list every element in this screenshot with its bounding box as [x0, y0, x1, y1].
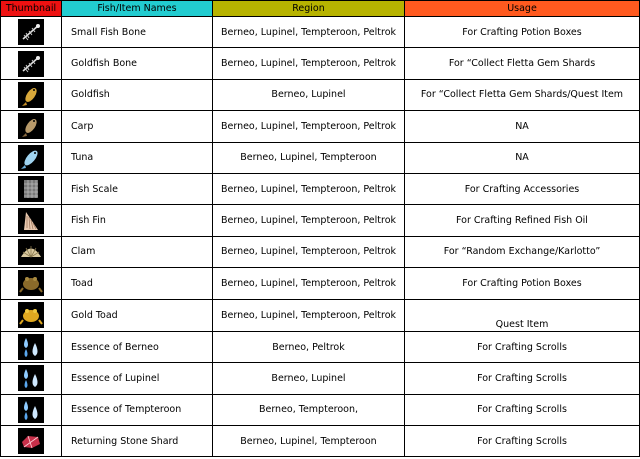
item-usage: For Crafting Scrolls	[405, 363, 640, 394]
item-region: Berneo, Lupinel	[213, 363, 405, 394]
item-region: Berneo, Lupinel, Tempteroon	[213, 426, 405, 457]
item-name: Essence of Tempteroon	[62, 394, 213, 425]
header-region: Region	[213, 1, 405, 17]
essence-icon	[18, 365, 44, 391]
item-usage: For Crafting Scrolls	[405, 331, 640, 362]
item-region: Berneo, Peltrok	[213, 331, 405, 362]
item-name: Toad	[62, 268, 213, 299]
item-usage: For Crafting Scrolls	[405, 426, 640, 457]
goldfish-icon	[18, 82, 44, 108]
carp-icon	[18, 113, 44, 139]
tuna-icon	[18, 145, 44, 171]
item-usage: For Crafting Scrolls	[405, 394, 640, 425]
table-row	[1, 17, 640, 48]
header-row	[1, 1, 640, 17]
item-usage: For “Collect Fletta Gem Shards	[405, 48, 640, 79]
table-row	[1, 426, 640, 457]
table-row	[1, 394, 640, 425]
stone-shard-icon	[18, 428, 44, 454]
table-row	[1, 205, 640, 236]
item-region: Berneo, Lupinel, Tempteroon, Peltrok	[213, 205, 405, 236]
item-name: Goldfish	[62, 79, 213, 110]
item-usage: For Crafting Potion Boxes	[405, 17, 640, 48]
item-usage: For “Random Exchange/Karlotto”	[405, 236, 640, 267]
item-name: Goldfish Bone	[62, 48, 213, 79]
table-row	[1, 268, 640, 299]
item-name: Essence of Berneo	[62, 331, 213, 362]
essence-icon	[18, 397, 44, 423]
table-row	[1, 111, 640, 142]
item-region: Berneo, Lupinel, Tempteroon, Peltrok	[213, 48, 405, 79]
item-usage: For Crafting Potion Boxes	[405, 268, 640, 299]
item-name: Fish Fin	[62, 205, 213, 236]
table-row	[1, 299, 640, 331]
fish-scale-icon	[18, 176, 44, 202]
item-region: Berneo, Lupinel, Tempteroon	[213, 142, 405, 173]
item-region: Berneo, Lupinel, Tempteroon, Peltrok	[213, 299, 405, 331]
item-usage: Quest Item	[405, 299, 640, 331]
header-thumbnail: Thumbnail	[1, 1, 62, 17]
item-region: Berneo, Tempteroon,	[213, 394, 405, 425]
item-name: Fish Scale	[62, 173, 213, 204]
header-names: Fish/Item Names	[62, 1, 213, 17]
gold-toad-icon	[18, 302, 44, 328]
table-row	[1, 331, 640, 362]
item-name: Tuna	[62, 142, 213, 173]
item-usage: For Crafting Accessories	[405, 173, 640, 204]
item-usage: NA	[405, 142, 640, 173]
item-region: Berneo, Lupinel, Tempteroon, Peltrok	[213, 236, 405, 267]
item-region: Berneo, Lupinel, Tempteroon, Peltrok	[213, 173, 405, 204]
table-row	[1, 79, 640, 110]
item-region: Berneo, Lupinel, Tempteroon, Peltrok	[213, 111, 405, 142]
fish-bone-icon	[18, 51, 44, 77]
essence-icon	[18, 334, 44, 360]
item-usage: For “Collect Fletta Gem Shards/Quest Item	[405, 79, 640, 110]
toad-icon	[18, 270, 44, 296]
item-name: Returning Stone Shard	[62, 426, 213, 457]
clam-icon	[18, 239, 44, 265]
item-usage: NA	[405, 111, 640, 142]
item-region: Berneo, Lupinel, Tempteroon, Peltrok	[213, 268, 405, 299]
header-usage: Usage	[405, 1, 640, 17]
fish-bone-icon	[18, 19, 44, 45]
table-row	[1, 48, 640, 79]
table-row	[1, 173, 640, 204]
item-region: Berneo, Lupinel	[213, 79, 405, 110]
item-name: Essence of Lupinel	[62, 363, 213, 394]
table-row	[1, 236, 640, 267]
item-usage: For Crafting Refined Fish Oil	[405, 205, 640, 236]
table-row	[1, 363, 640, 394]
table-row	[1, 142, 640, 173]
fish-fin-icon	[18, 208, 44, 234]
item-name: Carp	[62, 111, 213, 142]
item-region: Berneo, Lupinel, Tempteroon, Peltrok	[213, 17, 405, 48]
item-name: Small Fish Bone	[62, 17, 213, 48]
item-name: Clam	[62, 236, 213, 267]
item-name: Gold Toad	[62, 299, 213, 331]
